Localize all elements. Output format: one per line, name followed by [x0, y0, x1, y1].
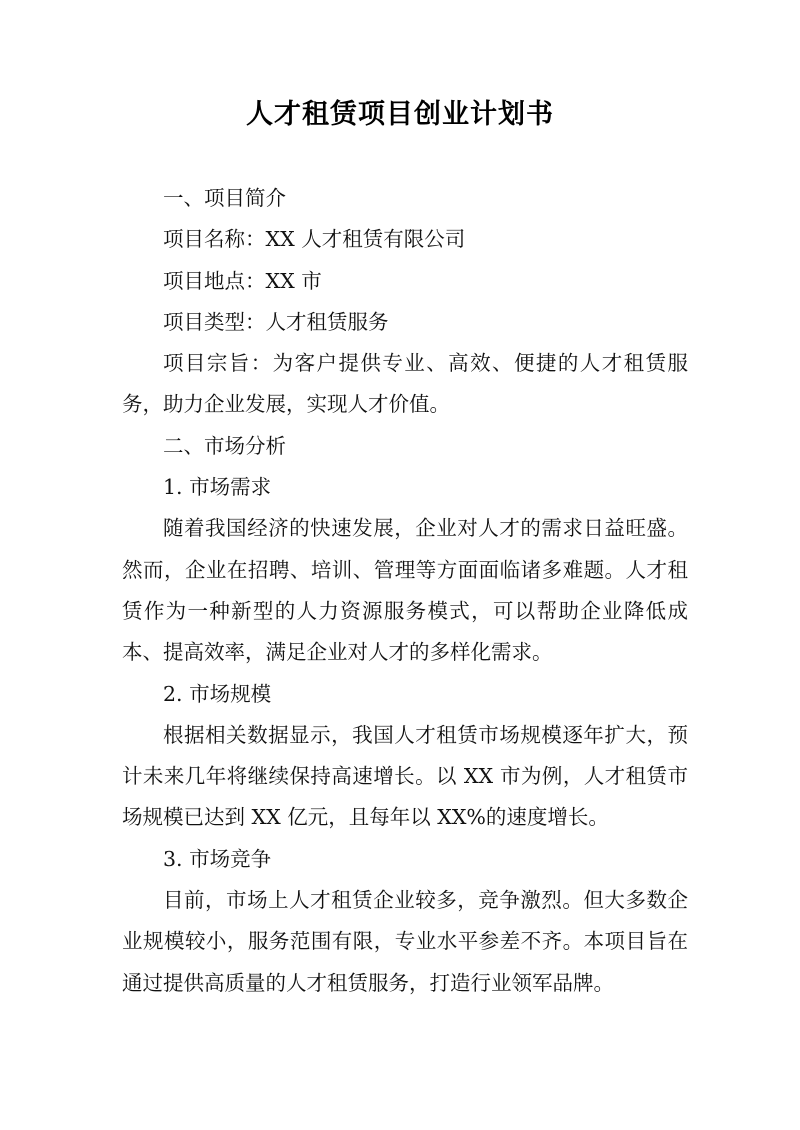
subheading-market-competition: 3. 市场竞争: [163, 846, 272, 871]
market-size-paragraph: 根据相关数据显示，我国人才租赁市场规模逐年扩大，预计未来几年将继续保持高速增长。以 XX 市为例，人才租赁市场规模已达到 XX 亿元，且每年以 XX%的速度增长。: [122, 722, 688, 830]
subheading-market-demand: 1. 市场需求: [163, 475, 272, 500]
market-competition-paragraph: 目前，市场上人才租赁企业较多，竞争激烈。但大多数企业规模较小，服务范围有限，专业水平参差不齐。本项目旨在通过提供高质量的人才租赁服务，打造行业领军品牌。: [122, 888, 688, 995]
project-type-line: 项目类型：人才租赁服务: [163, 309, 389, 334]
project-location-line: 项目地点：XX 市: [163, 268, 322, 293]
section-heading-market-analysis: 二、市场分析: [163, 433, 286, 458]
document-title: 人才租赁项目创业计划书: [246, 99, 554, 130]
market-demand-paragraph: 随着我国经济的快速发展，企业对人才的需求日益旺盛。然而，企业在招聘、培训、管理等方面面临诸多难题。人才租赁作为一种新型的人力资源服务模式，可以帮助企业降低成本、提高效率，满足企业对人才的多样化需求。: [122, 516, 688, 665]
document-body: [122, 178, 688, 1004]
project-name-line: 项目名称：XX 人才租赁有限公司: [163, 227, 466, 252]
section-heading-project-intro: 一、项目简介: [163, 186, 286, 210]
project-purpose-paragraph: 项目宗旨：为客户提供专业、高效、便捷的人才租赁服务，助力企业发展，实现人才价值。: [122, 351, 688, 417]
subheading-market-size: 2. 市场规模: [163, 681, 272, 706]
